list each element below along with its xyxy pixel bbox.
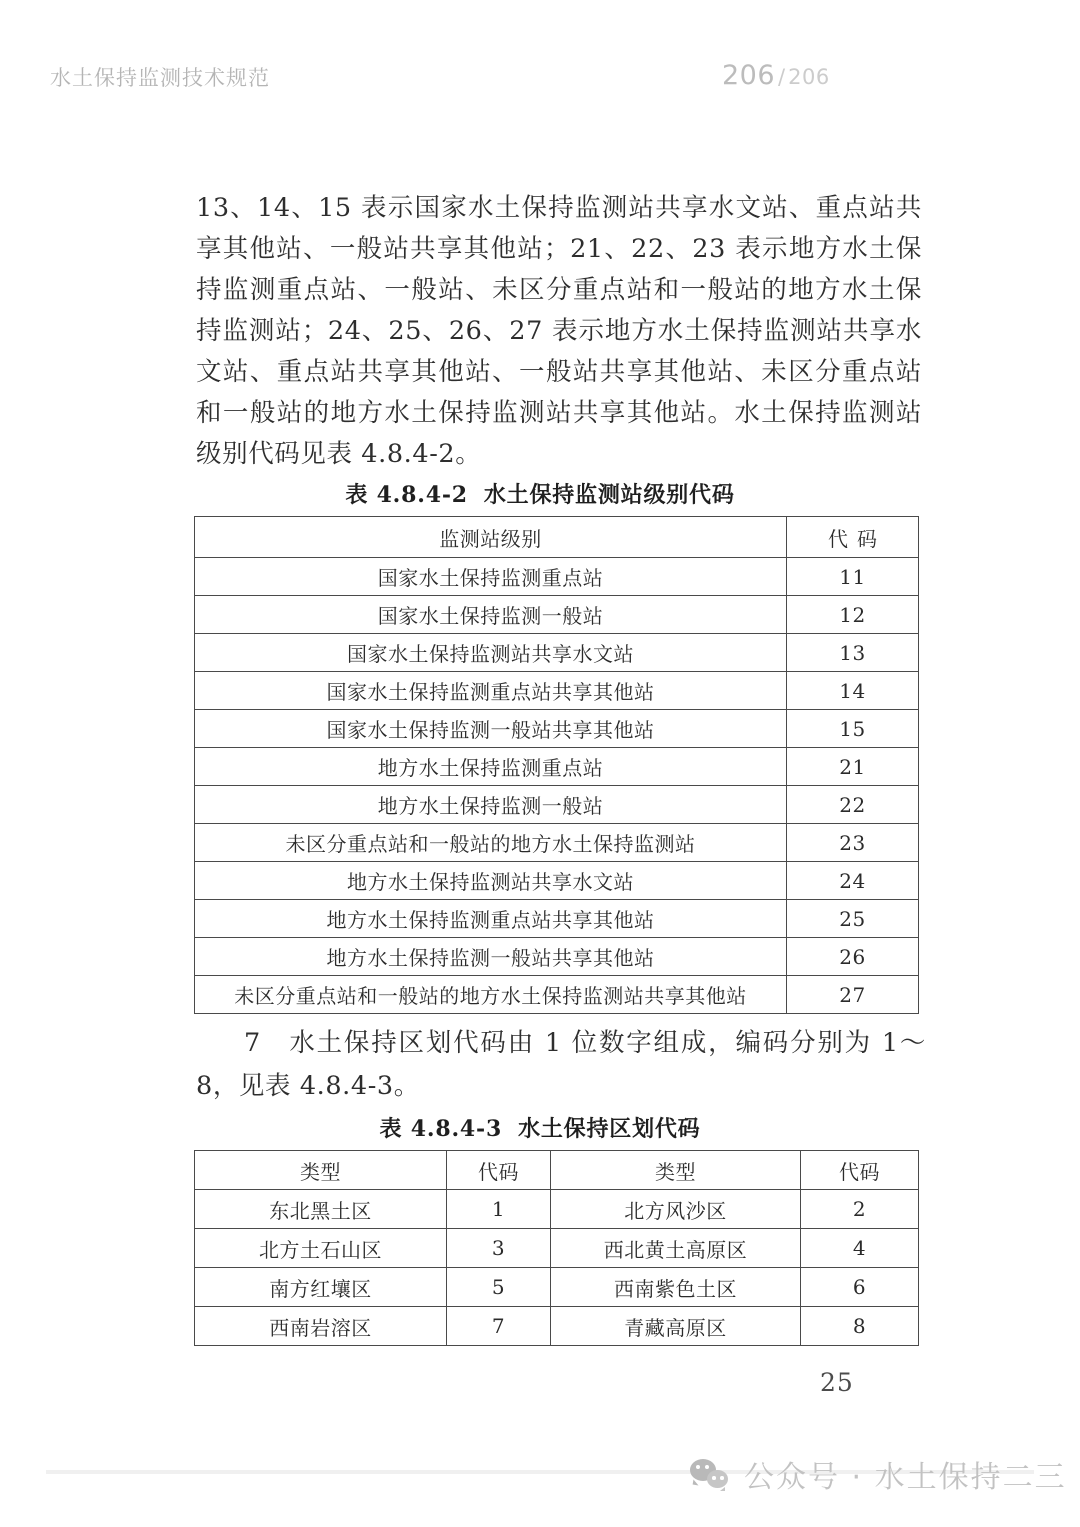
table-row (195, 1307, 919, 1346)
cell-station-level: 地方水土保持监测重点站 (195, 748, 787, 786)
paragraph-item-7: 7 水土保持区划代码由 1 位数字组成，编码分别为 1～8，见表 4.8.4-3。 (196, 1028, 926, 1101)
document-title: 水土保持监测技术规范 (50, 66, 270, 90)
cell-code: 24 (787, 862, 919, 900)
table-row (195, 976, 919, 1014)
cell-code-right: 8 (801, 1307, 919, 1346)
cell-code: 15 (787, 710, 919, 748)
column-header-type-left: 类型 (195, 1151, 447, 1190)
cell-code: 13 (787, 634, 919, 672)
table-row (195, 786, 919, 824)
table-1-caption-number: 表 4.8.4-2 (345, 482, 468, 508)
table-monitoring-station-level-code (194, 516, 919, 1014)
cell-station-level: 国家水土保持监测站共享水文站 (195, 634, 787, 672)
table-row (195, 862, 919, 900)
current-page-number: 206 (722, 60, 776, 91)
page-folio-number: 25 (820, 1368, 854, 1397)
table-row (195, 634, 919, 672)
table-2-caption-number: 表 4.8.4-3 (379, 1116, 503, 1142)
cell-type-right: 西北黄土高原区 (551, 1229, 801, 1268)
cell-type-right: 北方风沙区 (551, 1190, 801, 1229)
table-conservation-region-code (194, 1150, 919, 1346)
cell-code-left: 3 (447, 1229, 551, 1268)
footer-brand (690, 1452, 1067, 1496)
cell-code: 12 (787, 596, 919, 634)
cell-code: 27 (787, 976, 919, 1014)
column-header-type-right: 类型 (551, 1151, 801, 1190)
cell-code-left: 5 (447, 1268, 551, 1307)
footer-brand-text: 公众号 · 水土保持二三 (744, 1460, 1067, 1495)
wechat-icon (690, 1457, 730, 1491)
table-row (195, 900, 919, 938)
body-text-block (196, 188, 922, 475)
cell-station-level: 地方水土保持监测一般站共享其他站 (195, 938, 787, 976)
table-1-caption (0, 478, 1080, 509)
table-row (195, 672, 919, 710)
cell-station-level: 未区分重点站和一般站的地方水土保持监测站 (195, 824, 787, 862)
cell-station-level: 国家水土保持监测重点站共享其他站 (195, 672, 787, 710)
table-header-row (195, 1151, 919, 1190)
cell-type-left: 北方土石山区 (195, 1229, 447, 1268)
cell-code-right: 2 (801, 1190, 919, 1229)
cell-station-level: 国家水土保持监测重点站 (195, 558, 787, 596)
cell-station-level: 地方水土保持监测重点站共享其他站 (195, 900, 787, 938)
cell-code-left: 1 (447, 1190, 551, 1229)
table-2-caption-title: 水土保持区划代码 (518, 1116, 701, 1142)
cell-station-level: 地方水土保持监测一般站 (195, 786, 787, 824)
cell-station-level: 未区分重点站和一般站的地方水土保持监测站共享其他站 (195, 976, 787, 1014)
cell-station-level: 国家水土保持监测一般站共享其他站 (195, 710, 787, 748)
table-1-caption-title: 水土保持监测站级别代码 (483, 482, 735, 508)
cell-code: 14 (787, 672, 919, 710)
page-header (0, 62, 1080, 102)
cell-type-left: 西南岩溶区 (195, 1307, 447, 1346)
cell-code: 21 (787, 748, 919, 786)
table-header-row (195, 517, 919, 558)
cell-code: 22 (787, 786, 919, 824)
column-header-code: 代码 (787, 517, 919, 558)
cell-type-right: 西南紫色土区 (551, 1268, 801, 1307)
table-row (195, 1229, 919, 1268)
cell-code: 25 (787, 900, 919, 938)
cell-code-left: 7 (447, 1307, 551, 1346)
table-row (195, 1268, 919, 1307)
cell-station-level: 国家水土保持监测一般站 (195, 596, 787, 634)
cell-station-level: 地方水土保持监测站共享水文站 (195, 862, 787, 900)
table-row (195, 710, 919, 748)
paragraph-continuation: 13、14、15 表示国家水土保持监测站共享水文站、重点站共享其他站、一般站共享其他站；21、22、23 表示地方水土保持监测重点站、一般站、未区分重点站和一般站的地方水土保持监测站；24、25、26、27 表示地方水土保持监测站共享水文站、重点站共享其他站、一般站共享其他站、未区分重点站和一般站的地方水土保持监测站共享其他站。水土保持监测站级别代码见表 4.8.4-2。 (196, 193, 922, 469)
cell-type-left: 南方红壤区 (195, 1268, 447, 1307)
table-row (195, 748, 919, 786)
cell-code: 11 (787, 558, 919, 596)
table-row (195, 558, 919, 596)
cell-code: 23 (787, 824, 919, 862)
cell-code-right: 4 (801, 1229, 919, 1268)
cell-code-right: 6 (801, 1268, 919, 1307)
table-row (195, 938, 919, 976)
cell-type-left: 东北黑土区 (195, 1190, 447, 1229)
column-header-code-left: 代码 (447, 1151, 551, 1190)
page-indicator (722, 60, 830, 91)
table-row (195, 1190, 919, 1229)
table-2-caption (0, 1112, 1080, 1143)
table-row (195, 824, 919, 862)
column-header-code-right: 代码 (801, 1151, 919, 1190)
page-separator: / (778, 65, 786, 89)
cell-type-right: 青藏高原区 (551, 1307, 801, 1346)
cell-code: 26 (787, 938, 919, 976)
total-page-number: 206 (788, 65, 830, 89)
column-header-station-level: 监测站级别 (195, 517, 787, 558)
table-row (195, 596, 919, 634)
